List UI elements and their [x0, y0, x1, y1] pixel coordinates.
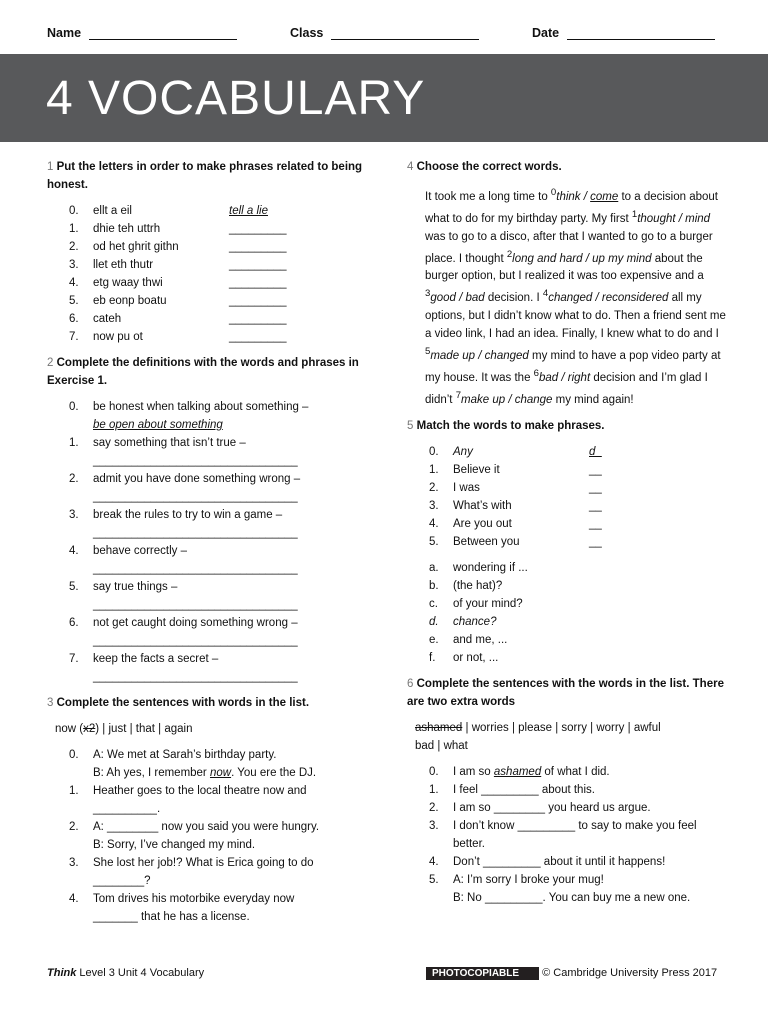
instruction-text: Complete the definitions with the words and phrases in Exercise 1.	[47, 357, 359, 387]
exercise-2-instruction	[47, 354, 367, 390]
item-number: 2.	[69, 473, 79, 485]
text-part: all my options, but I didn’t know what to do. Then a friend sent me a video link, I had an idea. Finally, I knew what to do and I	[425, 292, 726, 341]
item-text: She lost her job!? What is Erica going to do	[93, 857, 314, 869]
item-text: A: We met at Sarah’s birthday party.	[93, 749, 277, 761]
exercise-5-left-list	[407, 443, 732, 551]
item-text: (the hat)?	[453, 579, 503, 592]
list-item	[47, 292, 367, 310]
item-number: 0.	[69, 749, 79, 761]
item-text: say something that isn’t true –	[93, 437, 246, 449]
exercise-number: 6	[407, 677, 414, 690]
answer-blank[interactable]: _________	[229, 241, 287, 253]
text-part: to a decision about what to do for my birthday party. My first	[425, 190, 719, 225]
copyright-text: © Cambridge University Press 2017	[542, 967, 718, 979]
item-text: Between you	[453, 535, 520, 548]
item-number: 5.	[69, 295, 79, 307]
item-text: keep the facts a secret –	[93, 653, 219, 665]
item-number: 1.	[69, 223, 79, 235]
list-item	[47, 398, 367, 416]
item-number: 2.	[69, 821, 79, 833]
list-item	[47, 328, 367, 346]
exercise-4-instruction	[407, 158, 732, 176]
right-column	[407, 158, 732, 907]
text-part: of what I did.	[541, 765, 610, 778]
item-letter: c.	[429, 597, 438, 610]
footer-brand: Think	[47, 967, 77, 979]
item-number: 1.	[429, 783, 439, 796]
exercise-4-paragraph: It took me a long time to $^0$think / come to a decision about what to do for my birthday party. My first $^1$thought / mind was to go to a disco, after that I wanted to go to a burger place. I thought $^2$long and hard / up my mind about the burger option, but I realized it was too expensive and a $^3$good / bad decision. I $^4$changed / reconsidered all my options, but I didn’t know what to do. Then a friend sent me a video link, I had an idea. Finally, I knew what to do and I $^5$made up / changed my mind to have a pop video party at my house. It was the $^6$bad / right decision and I’m glad I didn’t $^7$make up / change my mind again!	[425, 187, 726, 406]
item-text[interactable]: I am so ________ you heard us argue.	[453, 801, 651, 814]
item-text	[93, 764, 316, 782]
list-item	[47, 220, 367, 238]
item-letter: e.	[429, 633, 439, 646]
text-part: my mind again!	[552, 393, 634, 406]
item-letter: a.	[429, 561, 439, 574]
choice-option[interactable]: long and hard / up my mind	[512, 252, 652, 265]
name-field	[47, 26, 237, 40]
item-text: ellt a eil	[93, 205, 132, 217]
item-number: 2.	[69, 241, 79, 253]
list-item	[47, 256, 367, 274]
photocopiable-badge: PHOTOCOPIABLE	[426, 967, 539, 980]
item-text: admit you have done something wrong –	[93, 473, 301, 485]
item-text: break the rules to try to win a game –	[93, 509, 283, 521]
instruction-text: Choose the correct words.	[416, 161, 562, 173]
answer-blank[interactable]: _________	[229, 277, 287, 289]
exercise-6-instruction	[407, 675, 732, 711]
item-number: 2.	[429, 481, 439, 494]
list-item	[47, 238, 367, 256]
item-number: 7	[455, 389, 462, 401]
item-number: 0.	[69, 401, 79, 413]
item-number: 3	[425, 288, 431, 300]
item-number: 5.	[69, 581, 79, 593]
item-text[interactable]: B: No _________. You can buy me a new one.	[453, 891, 691, 904]
choice-option[interactable]: changed / reconsidered	[548, 292, 669, 305]
item-text: od het ghrit githn	[93, 241, 179, 253]
date-label: Date	[532, 26, 560, 40]
text-part: B: Ah yes, I remember	[93, 767, 210, 779]
struck-word: x2	[83, 723, 96, 735]
answer-blank[interactable]: ________________________________	[93, 455, 298, 467]
page-title: 4 VOCABULARY	[46, 72, 426, 125]
item-number: 7.	[69, 653, 79, 665]
item-text: better.	[453, 837, 485, 850]
choice-option[interactable]: thought / mind	[637, 212, 711, 225]
list-item	[47, 202, 367, 220]
item-number: 1.	[69, 437, 79, 449]
item-text: of your mind?	[453, 597, 523, 610]
answer-blank[interactable]: __	[589, 481, 602, 494]
item-text: B: Sorry, I’ve changed my mind.	[93, 839, 256, 851]
item-text: and me, ...	[453, 633, 508, 646]
instruction-text: Match the words to make phrases.	[416, 419, 605, 432]
word-list-part: now (	[55, 723, 84, 735]
date-field	[532, 26, 715, 40]
word-list-part: bad | what	[415, 739, 468, 752]
item-text: I was	[453, 481, 480, 494]
item-number: 5.	[429, 873, 439, 886]
item-number: 1	[631, 208, 638, 220]
exercise-6-list	[407, 763, 732, 907]
answer-blank[interactable]: _______ that he has a license.	[93, 911, 250, 923]
item-letter: b.	[429, 579, 439, 592]
list-item	[47, 274, 367, 292]
item-number: 3.	[69, 509, 79, 521]
answer-blank[interactable]: _________	[229, 313, 287, 325]
text-part: . You ere the DJ.	[231, 767, 317, 779]
item-number: 0.	[429, 445, 439, 458]
answer-blank[interactable]: _________	[229, 223, 287, 235]
answer-blank[interactable]: ________________________________	[93, 563, 298, 575]
exercise-3-instruction	[47, 694, 367, 712]
item-text: A: I’m sorry I broke your mug!	[453, 873, 604, 886]
exercise-1-instruction	[47, 158, 367, 194]
text-part: It took me a long time to	[425, 190, 551, 203]
answer-blank[interactable]: __________.	[93, 803, 161, 815]
text-part: was to go to a disco, after that I wanted to go to a burger place. I thought	[425, 230, 713, 265]
item-number: 4.	[69, 893, 79, 905]
item-text: eb eonp boatu	[93, 295, 167, 307]
item-number: 0.	[429, 765, 439, 778]
instruction-text: Complete the sentences with the words in the list. There are two extra words	[407, 677, 724, 708]
item-answer: ashamed	[493, 765, 542, 778]
item-number: 7.	[69, 331, 79, 343]
answer-blank[interactable]: ________________________________	[93, 635, 298, 647]
answer-blank[interactable]: ________________________________	[93, 527, 298, 539]
item-text: dhie teh uttrh	[93, 223, 161, 235]
item-text: wondering if ...	[453, 561, 528, 574]
item-text: Tom drives his motorbike everyday now	[93, 893, 295, 905]
name-label: Name	[47, 26, 82, 40]
item-number: 3.	[69, 857, 79, 869]
item-answer: d_	[589, 445, 602, 458]
item-text: or not, ...	[453, 651, 499, 664]
choice-option[interactable]: good / bad	[430, 292, 485, 305]
exercise-number: 1	[47, 161, 54, 173]
item-number: 4.	[69, 277, 79, 289]
class-line	[331, 27, 479, 40]
item-text[interactable]: A: ________ now you said you were hungry.	[93, 821, 320, 833]
text-part: my mind to have a pop video party at my house. It was the	[425, 350, 721, 384]
choice-answer[interactable]: come	[590, 190, 619, 203]
class-field	[290, 26, 479, 40]
item-text: Believe it	[453, 463, 500, 476]
item-text: Are you out	[453, 517, 512, 530]
item-number: 4	[542, 288, 549, 300]
text-part: decision. I	[484, 292, 543, 305]
exercise-3-list	[47, 746, 367, 926]
item-answer: be open about something	[93, 419, 223, 431]
text-part: decision and I’m glad I didn’t	[425, 371, 708, 406]
exercise-5-right-list	[407, 559, 732, 667]
item-text: be honest when talking about something –	[93, 401, 309, 413]
item-text: llet eth thutr	[93, 259, 154, 271]
item-number: 3.	[429, 819, 439, 832]
item-number: 3.	[69, 259, 79, 271]
exercise-number: 3	[47, 697, 54, 709]
item-text[interactable]: I don’t know _________ to say to make you feel	[453, 819, 697, 832]
choice-option[interactable]: bad / right	[539, 371, 591, 384]
item-number: 1.	[429, 463, 439, 476]
exercise-number: 4	[407, 161, 414, 173]
choice-option[interactable]: made up / changed	[430, 350, 529, 363]
answer-blank[interactable]: _________	[229, 331, 287, 343]
item-text[interactable]: Don’t _________ about it until it happens!	[453, 855, 666, 868]
item-number: 2	[506, 248, 513, 260]
item-text: behave correctly –	[93, 545, 187, 557]
date-line	[567, 27, 715, 40]
item-number: 0.	[69, 205, 79, 217]
answer-blank[interactable]: __	[589, 463, 602, 476]
item-text: now pu ot	[93, 331, 143, 343]
footer-left	[47, 967, 204, 979]
struck-word: ashamed	[415, 721, 463, 734]
choice-option[interactable]: make up / change	[461, 393, 553, 406]
exercise-1-list	[47, 202, 367, 346]
word-list	[47, 720, 367, 738]
item-number: 6.	[69, 313, 79, 325]
list-item	[47, 310, 367, 328]
item-text: Heather goes to the local theatre now and	[93, 785, 307, 797]
exercise-2-list	[47, 398, 367, 686]
item-letter: f.	[429, 651, 436, 664]
answer-blank[interactable]: ________________________________	[93, 671, 298, 683]
answer-blank[interactable]: __	[589, 535, 602, 548]
answer-blank[interactable]: _________	[229, 259, 287, 271]
item-text: Any	[453, 445, 473, 458]
item-number: 0	[550, 187, 557, 198]
text-part: I am so	[453, 765, 494, 778]
answer-blank[interactable]: ________________________________	[93, 491, 298, 503]
item-answer: now	[209, 767, 232, 779]
item-number: 1.	[69, 785, 79, 797]
answer-blank[interactable]: _________	[229, 295, 287, 307]
exercise-number: 2	[47, 357, 54, 369]
item-number: 3.	[429, 499, 439, 512]
list-item-answer	[47, 416, 367, 434]
item-number: 5	[425, 346, 431, 358]
item-number: 6.	[69, 617, 79, 629]
item-text: cateh	[93, 313, 122, 325]
left-column	[47, 158, 367, 926]
word-list	[407, 719, 732, 755]
item-number: 6	[533, 368, 539, 380]
text-part: about the burger option, but I realized it was too expensive and a	[425, 252, 704, 283]
item-text: say true things –	[93, 581, 178, 593]
answer-blank[interactable]: ________________________________	[93, 599, 298, 611]
item-number: 2.	[429, 801, 439, 814]
item-answer: tell a lie	[229, 205, 268, 217]
item-text: not get caught doing something wrong –	[93, 617, 298, 629]
choice-option[interactable]: think	[556, 190, 581, 203]
instruction-text: Put the letters in order to make phrases related to being honest.	[47, 161, 363, 191]
answer-blank[interactable]: ________?	[93, 875, 151, 887]
word-list-part: | worries | please | sorry | worry | awful	[462, 721, 661, 734]
item-text	[453, 763, 610, 781]
item-text: chance?	[453, 615, 497, 628]
item-number: 4.	[429, 855, 439, 868]
name-line	[89, 27, 237, 40]
title-banner	[0, 54, 768, 142]
instruction-text: Complete the sentences with words in the list.	[56, 697, 310, 709]
item-number: 4.	[69, 545, 79, 557]
item-number: 5.	[429, 535, 439, 548]
item-text[interactable]: I feel _________ about this.	[453, 783, 595, 796]
exercise-5-instruction	[407, 417, 732, 435]
item-text: What’s with	[453, 499, 512, 512]
item-letter: d.	[429, 615, 439, 628]
exercise-number: 5	[407, 419, 414, 432]
footer-right	[426, 967, 717, 979]
answer-blank[interactable]: __	[589, 517, 602, 530]
class-label: Class	[290, 26, 324, 40]
item-number: 4.	[429, 517, 439, 530]
answer-blank[interactable]: __	[589, 499, 602, 512]
word-list-part: ) | just | that | again	[95, 723, 193, 735]
footer-title: Level 3 Unit 4 Vocabulary	[76, 967, 205, 979]
item-text: etg waay thwi	[93, 277, 163, 289]
